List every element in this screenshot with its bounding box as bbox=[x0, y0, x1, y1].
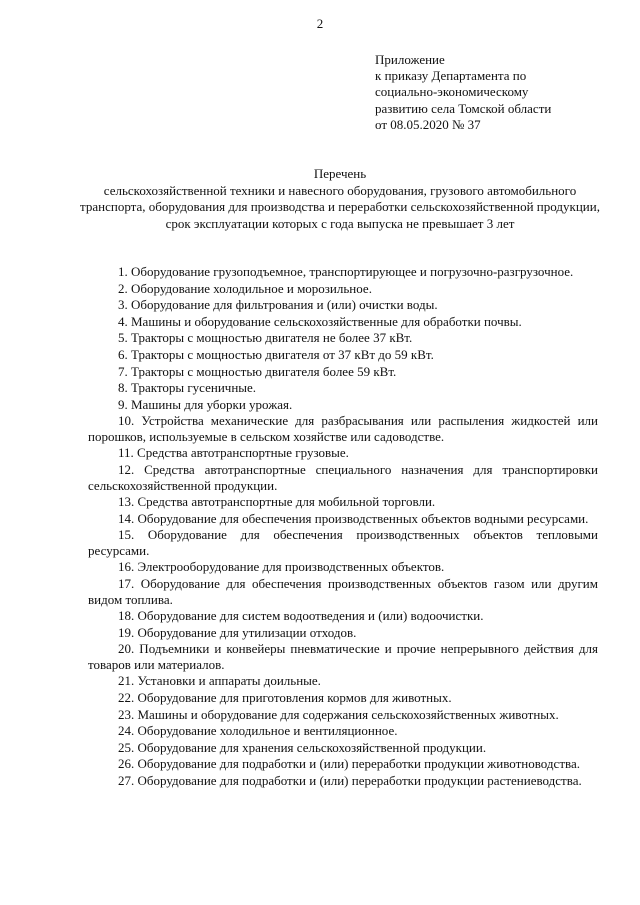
list-item: 19. Оборудование для утилизации отходов. bbox=[118, 624, 357, 640]
list-item: 23. Машины и оборудование для содержания сельскохозяйственных животных. bbox=[118, 706, 559, 722]
list-item: 13. Средства автотранспортные для мобильной торговли. bbox=[118, 494, 436, 510]
list-item: 7. Тракторы с мощностью двигателя более 59 кВт. bbox=[118, 363, 397, 379]
list-item: 8. Тракторы гусеничные. bbox=[118, 380, 257, 396]
list-item: 2. Оборудование холодильное и морозильное. bbox=[118, 280, 372, 296]
appendix-line: социально-экономическому bbox=[375, 84, 529, 100]
list-item: 4. Машины и оборудование сельскохозяйственные для обработки почвы. bbox=[118, 313, 522, 329]
list-item: 16. Электрооборудование для производственных объектов. bbox=[118, 559, 445, 575]
list-item: 1. Оборудование грузоподъемное, транспортирующее и погрузочно-разгрузочное. bbox=[118, 264, 574, 279]
title-subtitle: сельскохозяйственной техники и навесного оборудования, грузового автомобильного транспорта, оборудования для производства и переработки сельскохозяйственной продукции, срок эксплуатации которых с года выпуска не превышает 3 лет bbox=[80, 182, 600, 231]
list-item: 15. Оборудование для обеспечения производственных объектов тепловыми ресурсами. bbox=[88, 527, 598, 558]
list-item: 21. Установки и аппараты доильные. bbox=[118, 673, 321, 689]
equipment-list bbox=[88, 264, 598, 790]
list-item: 5. Тракторы с мощностью двигателя не более 37 кВт. bbox=[118, 330, 413, 346]
page-number: 2 bbox=[316, 16, 324, 31]
list-item: 24. Оборудование холодильное и вентиляционное. bbox=[118, 723, 398, 739]
list-item: 11. Средства автотранспортные грузовые. bbox=[118, 445, 349, 461]
list-item: 20. Подъемники и конвейеры пневматические и прочие непрерывного действия для товаров или материалов. bbox=[88, 641, 598, 672]
appendix-line: Приложение bbox=[375, 52, 445, 67]
appendix-line: к приказу Департамента по bbox=[375, 68, 527, 84]
appendix-line: от 08.05.2020 № 37 bbox=[375, 116, 481, 132]
list-item: 10. Устройства механические для разбрасывания или распыления жидкостей или порошков, используемые в сельском хозяйстве или садоводстве. bbox=[88, 413, 598, 444]
list-item: 14. Оборудование для обеспечения производственных объектов водными ресурсами. bbox=[118, 510, 589, 526]
list-item: 12. Средства автотранспортные специального назначения для транспортировки сельскохозяйственной продукции. bbox=[88, 462, 598, 493]
list-item: 26. Оборудование для подработки и (или) переработки продукции животноводства. bbox=[118, 756, 580, 772]
document-title bbox=[70, 166, 610, 232]
list-item: 18. Оборудование для систем водоотведения и (или) водоочистки. bbox=[118, 608, 484, 624]
title-heading: Перечень bbox=[313, 166, 367, 181]
list-item: 6. Тракторы с мощностью двигателя от 37 кВт до 59 кВт. bbox=[118, 346, 434, 362]
list-item: 9. Машины для уборки урожая. bbox=[118, 396, 293, 412]
list-item: 3. Оборудование для фильтрования и (или) очистки воды. bbox=[118, 297, 438, 313]
appendix-line: развитию села Томской области bbox=[375, 100, 552, 116]
list-item: 17. Оборудование для обеспечения производственных объектов газом или другим видом топлива. bbox=[88, 576, 598, 607]
list-item: 25. Оборудование для хранения сельскохозяйственной продукции. bbox=[118, 739, 487, 755]
list-item: 27. Оборудование для подработки и (или) переработки продукции растениеводства. bbox=[118, 772, 582, 788]
list-item: 22. Оборудование для приготовления кормов для животных. bbox=[118, 689, 452, 705]
appendix-block bbox=[375, 52, 615, 133]
